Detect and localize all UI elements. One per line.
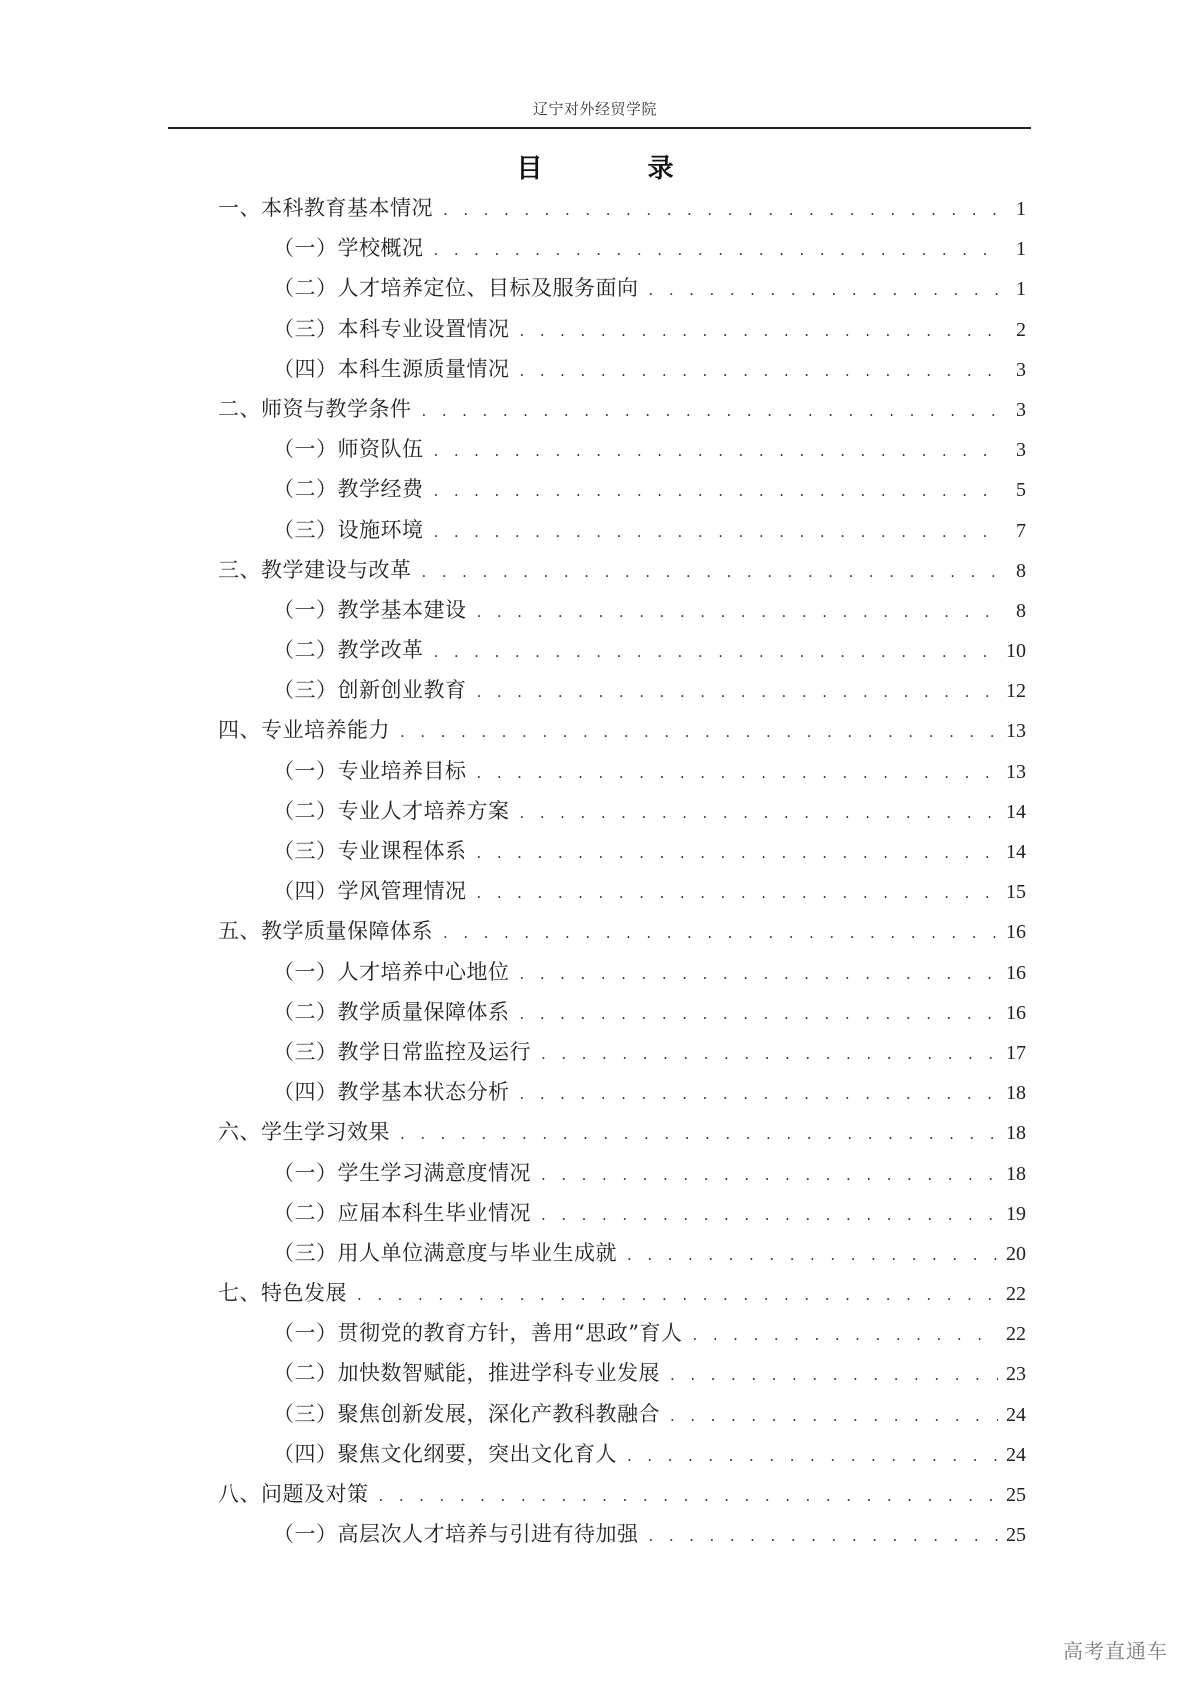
dot-leader (477, 672, 999, 712)
dot-leader (520, 954, 999, 994)
toc-entry-label: （三）用人单位满意度与毕业生成就 (273, 1240, 617, 1265)
toc-subsection-entry[interactable] (218, 630, 1026, 670)
toc-entry-label: （一）高层次人才培养与引进有待加强 (273, 1522, 639, 1547)
toc-section-entry[interactable] (218, 389, 1026, 429)
toc-entry-label: （二）加快数智赋能，推进学科专业发展 (273, 1361, 660, 1386)
dot-leader (477, 753, 999, 793)
toc-entry-label: （三）设施环境 (273, 517, 424, 542)
toc-subsection-entry[interactable] (218, 1193, 1026, 1233)
toc-entry-label: （二）人才培养定位、目标及服务面向 (273, 276, 639, 301)
toc-entry-label: （二）教学质量保障体系 (273, 999, 510, 1024)
toc-entry-label: （三）专业课程体系 (273, 839, 467, 863)
header-divider (168, 127, 1031, 129)
dot-leader (649, 1516, 999, 1556)
dot-leader (400, 712, 998, 752)
toc-entry-label: （一）教学基本建设 (273, 597, 467, 622)
toc-entry-label: （一）学校概况 (273, 236, 424, 261)
toc-page-number: 25 (1006, 1524, 1026, 1547)
toc-subsection-entry[interactable] (218, 1153, 1026, 1193)
dot-leader (649, 270, 1005, 310)
dot-leader (692, 1315, 998, 1355)
toc-subsection-entry[interactable] (218, 992, 1026, 1032)
toc-entry-label: （三）教学日常监控及运行 (273, 1039, 531, 1064)
dot-leader (443, 190, 1004, 230)
dot-leader (357, 1275, 998, 1315)
toc-entry-label: 四、专业培养能力 (218, 718, 390, 743)
toc-subsection-entry[interactable] (218, 1072, 1026, 1112)
toc-page-number: 23 (1006, 1363, 1026, 1386)
toc-page-number: 15 (1006, 881, 1026, 904)
toc-page-number: 1 (1016, 198, 1026, 220)
toc-entry-label: （一）师资队伍 (273, 437, 424, 462)
toc-page-number: 3 (1016, 358, 1026, 381)
dot-leader (520, 994, 999, 1034)
toc-subsection-entry[interactable] (218, 831, 1026, 871)
toc-subsection-entry[interactable] (218, 268, 1026, 308)
toc-section-entry[interactable] (218, 1474, 1026, 1514)
dot-leader (541, 1034, 998, 1074)
toc-entry-label: 八、问题及对策 (218, 1482, 369, 1506)
toc-page-number: 25 (1006, 1484, 1026, 1506)
toc-subsection-entry[interactable] (218, 751, 1026, 791)
toc-page-number: 18 (1006, 1122, 1026, 1145)
dot-leader (670, 1355, 998, 1395)
toc-page-number: 13 (1006, 720, 1026, 743)
dot-leader (434, 431, 1005, 471)
dot-leader (434, 471, 1005, 511)
toc-page-number: 1 (1016, 278, 1026, 301)
toc-page-number: 18 (1006, 1162, 1026, 1185)
dot-leader (670, 1396, 998, 1436)
toc-subsection-entry[interactable] (218, 309, 1026, 349)
toc-page-number: 10 (1006, 640, 1026, 663)
dot-leader (477, 592, 1005, 632)
toc-entry-label: （四）学风管理情况 (273, 879, 467, 904)
toc-subsection-entry[interactable] (218, 510, 1026, 550)
toc-entry-label: （二）专业人才培养方案 (273, 798, 510, 823)
toc-page-number: 8 (1016, 559, 1026, 582)
toc-section-entry[interactable] (218, 1112, 1026, 1152)
toc-entry-label: 七、特色发展 (218, 1281, 347, 1306)
toc-page-number: 22 (1006, 1283, 1026, 1306)
toc-page-number: 18 (1006, 1082, 1026, 1105)
toc-subsection-entry[interactable] (218, 1514, 1026, 1554)
toc-page-number: 8 (1016, 599, 1026, 622)
toc-subsection-entry[interactable] (218, 1313, 1026, 1353)
dot-leader (520, 311, 1005, 351)
dot-leader (422, 552, 1005, 592)
dot-leader (477, 873, 999, 913)
toc-entry-label: （一）专业培养目标 (273, 758, 467, 783)
toc-page-number: 24 (1006, 1403, 1026, 1426)
toc-page-number: 22 (1006, 1323, 1026, 1346)
toc-entry-label: （二）教学改革 (273, 638, 424, 663)
toc-page-number: 12 (1006, 680, 1026, 703)
toc-subsection-entry[interactable] (218, 670, 1026, 710)
toc-page-number: 3 (1016, 398, 1026, 421)
toc-subsection-entry[interactable] (218, 469, 1026, 509)
toc-section-entry[interactable] (218, 911, 1026, 951)
toc-page-number: 13 (1006, 760, 1026, 783)
toc-page-number: 1 (1016, 238, 1026, 261)
toc-page-number: 17 (1006, 1041, 1026, 1064)
toc-subsection-entry[interactable] (218, 1032, 1026, 1072)
dot-leader (520, 351, 1005, 391)
toc-subsection-entry[interactable] (218, 1434, 1026, 1474)
toc-subsection-entry[interactable] (218, 1233, 1026, 1273)
toc-subsection-entry[interactable] (218, 952, 1026, 992)
dot-leader (520, 1074, 999, 1114)
toc-entry-label: 六、学生学习效果 (218, 1120, 390, 1145)
toc-subsection-entry[interactable] (218, 228, 1026, 268)
toc-subsection-entry[interactable] (218, 871, 1026, 911)
toc-page-number: 14 (1006, 800, 1026, 823)
toc-page-number: 5 (1016, 479, 1026, 502)
toc-subsection-entry[interactable] (218, 791, 1026, 831)
toc-entry-label: （四）聚焦文化纲要，突出文化育人 (273, 1441, 617, 1466)
toc-page-number: 2 (1016, 318, 1026, 341)
toc-page-number: 16 (1006, 1001, 1026, 1024)
toc-entry-label: （四）教学基本状态分析 (273, 1080, 510, 1105)
toc-page-number: 16 (1006, 961, 1026, 984)
toc-entry-label: （三）聚焦创新发展，深化产教科教融合 (273, 1401, 660, 1426)
dot-leader (541, 1155, 998, 1195)
toc-entry-label: 一、本科教育基本情况 (218, 196, 433, 220)
dot-leader (434, 230, 1005, 270)
dot-leader (422, 391, 1005, 431)
toc-entry-label: （三）本科专业设置情况 (273, 316, 510, 341)
toc-subsection-entry[interactable] (218, 429, 1026, 469)
toc-entry-label: （四）本科生源质量情况 (273, 356, 510, 381)
toc-entry-label: （二）应届本科生毕业情况 (273, 1200, 531, 1225)
toc-subsection-entry[interactable] (218, 1353, 1026, 1393)
toc-entry-label: （一）贯彻党的教育方针，善用“思政”育人 (273, 1321, 683, 1346)
dot-leader (379, 1476, 999, 1516)
toc-section-entry[interactable] (218, 710, 1026, 750)
toc-section-entry[interactable] (218, 550, 1026, 590)
document-header: 辽宁对外经贸学院 (532, 100, 657, 118)
toc-section-entry[interactable] (218, 188, 1026, 228)
toc-subsection-entry[interactable] (218, 590, 1026, 630)
toc-entry-label: （一）学生学习满意度情况 (273, 1160, 531, 1185)
dot-leader (434, 632, 999, 672)
toc-page-number: 20 (1006, 1242, 1026, 1265)
dot-leader (477, 833, 999, 873)
toc-title: 目 录 (516, 154, 722, 184)
toc-entry-label: （三）创新创业教育 (273, 678, 467, 703)
table-of-contents (218, 188, 1026, 1554)
toc-section-entry[interactable] (218, 1273, 1026, 1313)
toc-page-number: 19 (1006, 1202, 1026, 1225)
toc-page-number: 24 (1006, 1443, 1026, 1466)
toc-page-number: 3 (1016, 439, 1026, 462)
toc-entry-label: 二、师资与教学条件 (218, 396, 412, 421)
dot-leader (400, 1114, 998, 1154)
dot-leader (443, 913, 998, 953)
dot-leader (627, 1436, 998, 1476)
toc-subsection-entry[interactable] (218, 1394, 1026, 1434)
dot-leader (627, 1235, 998, 1275)
toc-page-number: 7 (1016, 519, 1026, 542)
toc-entry-label: 五、教学质量保障体系 (218, 919, 433, 944)
dot-leader (541, 1195, 998, 1235)
toc-entry-label: 三、教学建设与改革 (218, 557, 412, 582)
toc-entry-label: （二）教学经费 (273, 477, 424, 502)
watermark: 高考直通车 (1063, 1639, 1168, 1663)
toc-page-number: 14 (1006, 841, 1026, 863)
dot-leader (434, 512, 1005, 552)
toc-entry-label: （一）人才培养中心地位 (273, 959, 510, 984)
toc-page-number: 16 (1006, 921, 1026, 944)
dot-leader (520, 793, 999, 833)
toc-subsection-entry[interactable] (218, 349, 1026, 389)
